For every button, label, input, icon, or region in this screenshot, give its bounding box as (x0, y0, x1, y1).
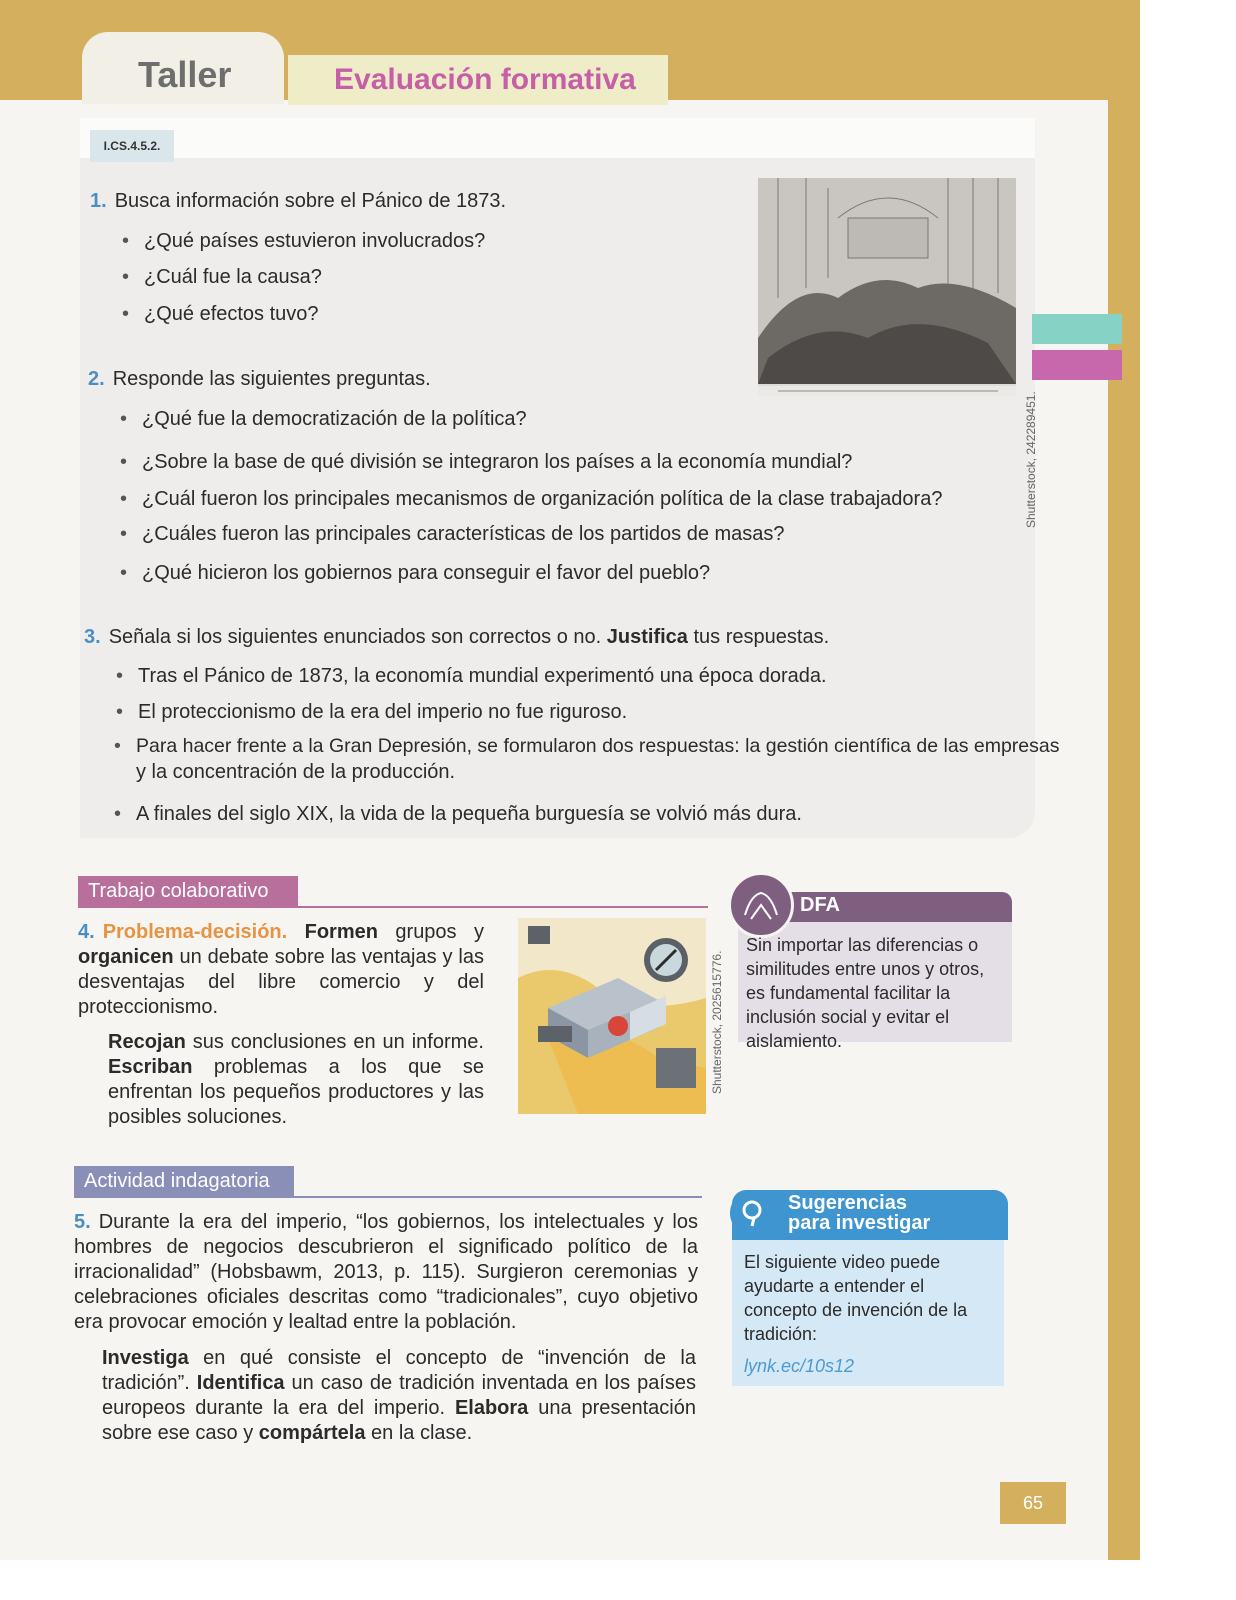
hands-icon (728, 872, 794, 938)
q2-bullet: • ¿Cuál fueron los principales mecanismos de organización política de la clase trabajadora? (142, 488, 942, 511)
question-3-verb2: Justifica (606, 626, 688, 648)
collab-text: sus conclusiones en un informe. (185, 1031, 484, 1053)
page-number: 65 (1000, 1482, 1066, 1524)
q3-bullet: • Tras el Pánico de 1873, la economía mundial experimentó una época dorada. (138, 665, 827, 688)
q3-bullet: • Para hacer frente a la Gran Depresión, se formularon dos respuestas: la gestión científica de las empresas (136, 735, 1059, 758)
question-1 (90, 190, 506, 213)
question-3-number: 3. (84, 626, 101, 648)
suggestions-title-line2: para investigar (788, 1212, 931, 1234)
q2-bullet: • ¿Sobre la base de qué división se integraron los países a la economía mundial? (142, 451, 852, 474)
suggestions-title-line1: Sugerencias (788, 1192, 907, 1214)
indag-paragraph-1 (74, 1210, 698, 1335)
tab-taller (82, 32, 284, 104)
q3-bullet: • A finales del siglo XIX, la vida de la pequeña burguesía se volvió más dura. (136, 803, 802, 826)
indag-verb: compártela (258, 1422, 366, 1444)
indag-number: 5. (74, 1211, 91, 1233)
question-3 (84, 626, 829, 649)
collab-paragraph-1 (78, 920, 484, 1020)
question-2-text: las siguientes preguntas. (203, 368, 431, 390)
collab-verb: Recojan (108, 1031, 186, 1053)
indag-text: en la clase. (365, 1422, 473, 1444)
indag-text: una presentación sobre ese caso y (102, 1397, 696, 1444)
tab-taller-label: Taller (138, 54, 232, 95)
collab-verb: Formen (304, 921, 378, 943)
activity-panel-top (80, 118, 1035, 158)
dfa-title: DFA (800, 894, 840, 916)
q1-bullet: • ¿Qué efectos tuvo? (144, 303, 319, 326)
indag-paragraph-2 (102, 1346, 696, 1446)
search-icon (730, 1190, 776, 1236)
q1-bullet: • ¿Qué países estuvieron involucrados? (144, 230, 485, 253)
q1-bullet: • ¿Cuál fue la causa? (144, 266, 322, 289)
trade-illustration (518, 918, 706, 1114)
collab-text: problemas a los que se enfrentan los pequeños productores y las posibles soluciones. (108, 1056, 484, 1128)
collab-verb: organicen (78, 946, 174, 968)
question-3-text2: tus respuestas. (687, 626, 830, 648)
indag-text: Durante la era del imperio, “los gobiernos, los intelectuales y los hombres de negocios descubrieron el significado político de la irracionalidad” (Hobsbawm, 2013, p. 115). Surgieron ceremonias y celebraciones oficiales descritas como “tradicionales”, cuyo objetivo era provocar emoción y lealtad entre la población. (74, 1211, 698, 1333)
q2-bullet: • ¿Qué fue la democratización de la política? (142, 408, 527, 431)
dfa-text: Sin importar las diferencias o similitudes entre unos y otros, es fundamental facilitar la inclusión social y evitar el aislamiento. (746, 935, 985, 1051)
collab-paragraph-2 (108, 1030, 484, 1130)
question-2-number: 2. (88, 368, 105, 390)
question-1-number: 1. (90, 190, 107, 212)
collab-verb: Escriban (108, 1056, 193, 1078)
indag-title: Actividad indagatoria (74, 1166, 294, 1196)
collab-text: grupos y (377, 921, 484, 943)
collab-number: 4. (78, 921, 95, 943)
collab-highlight: Problema-decisión. (102, 921, 288, 943)
photo-credit-1: Shutterstock, 242289451. (1024, 391, 1038, 528)
collab-text: un debate sobre las ventajas y las desventajas del libre comercio y del proteccionismo. (78, 946, 484, 1018)
side-tab-pink (1032, 350, 1122, 380)
indag-verb: Identifica (196, 1372, 285, 1394)
question-2 (88, 368, 431, 391)
question-3-verb: Señala (108, 626, 171, 648)
indag-rule (74, 1196, 702, 1198)
q3-bullet: • El proteccionismo de la era del imperio no fue riguroso. (138, 701, 627, 724)
indag-verb: Investiga (102, 1347, 189, 1369)
indag-verb: Elabora (454, 1397, 529, 1419)
tab-evaluacion-label: Evaluación formativa (334, 63, 636, 96)
indag-text: un caso de tradición inventada en los países europeos durante la era del imperio. (102, 1372, 696, 1419)
suggestions-text: El siguiente video puede ayudarte a entender el concepto de invención de la tradición: (744, 1252, 968, 1344)
side-tab-teal (1032, 314, 1122, 344)
photo-credit-2: Shutterstock, 2025615776. (710, 950, 724, 1094)
suggestions-link[interactable]: lynk.ec/10s12 (744, 1356, 855, 1376)
tab-evaluacion (288, 55, 668, 105)
q2-bullet: • ¿Cuáles fueron las principales características de los partidos de masas? (142, 523, 785, 546)
question-1-text: información sobre el Pánico de 1873. (170, 190, 507, 212)
indag-text: en qué consiste el concepto de “invención de la tradición”. (102, 1347, 696, 1394)
question-3-text: si los siguientes enunciados son correctos o no. (170, 626, 607, 648)
q3-bullet-continuation: y la concentración de la producción. (136, 761, 456, 783)
collab-title: Trabajo colaborativo (78, 876, 298, 906)
skill-code: I.CS.4.5.2. (90, 130, 174, 162)
stock-exchange-engraving (758, 178, 1016, 396)
gold-right-band (1108, 0, 1140, 1560)
collab-rule (78, 906, 708, 908)
question-1-verb: Busca (114, 190, 171, 212)
question-2-verb: Responde (112, 368, 204, 390)
q2-bullet: • ¿Qué hicieron los gobiernos para conseguir el favor del pueblo? (142, 562, 710, 585)
